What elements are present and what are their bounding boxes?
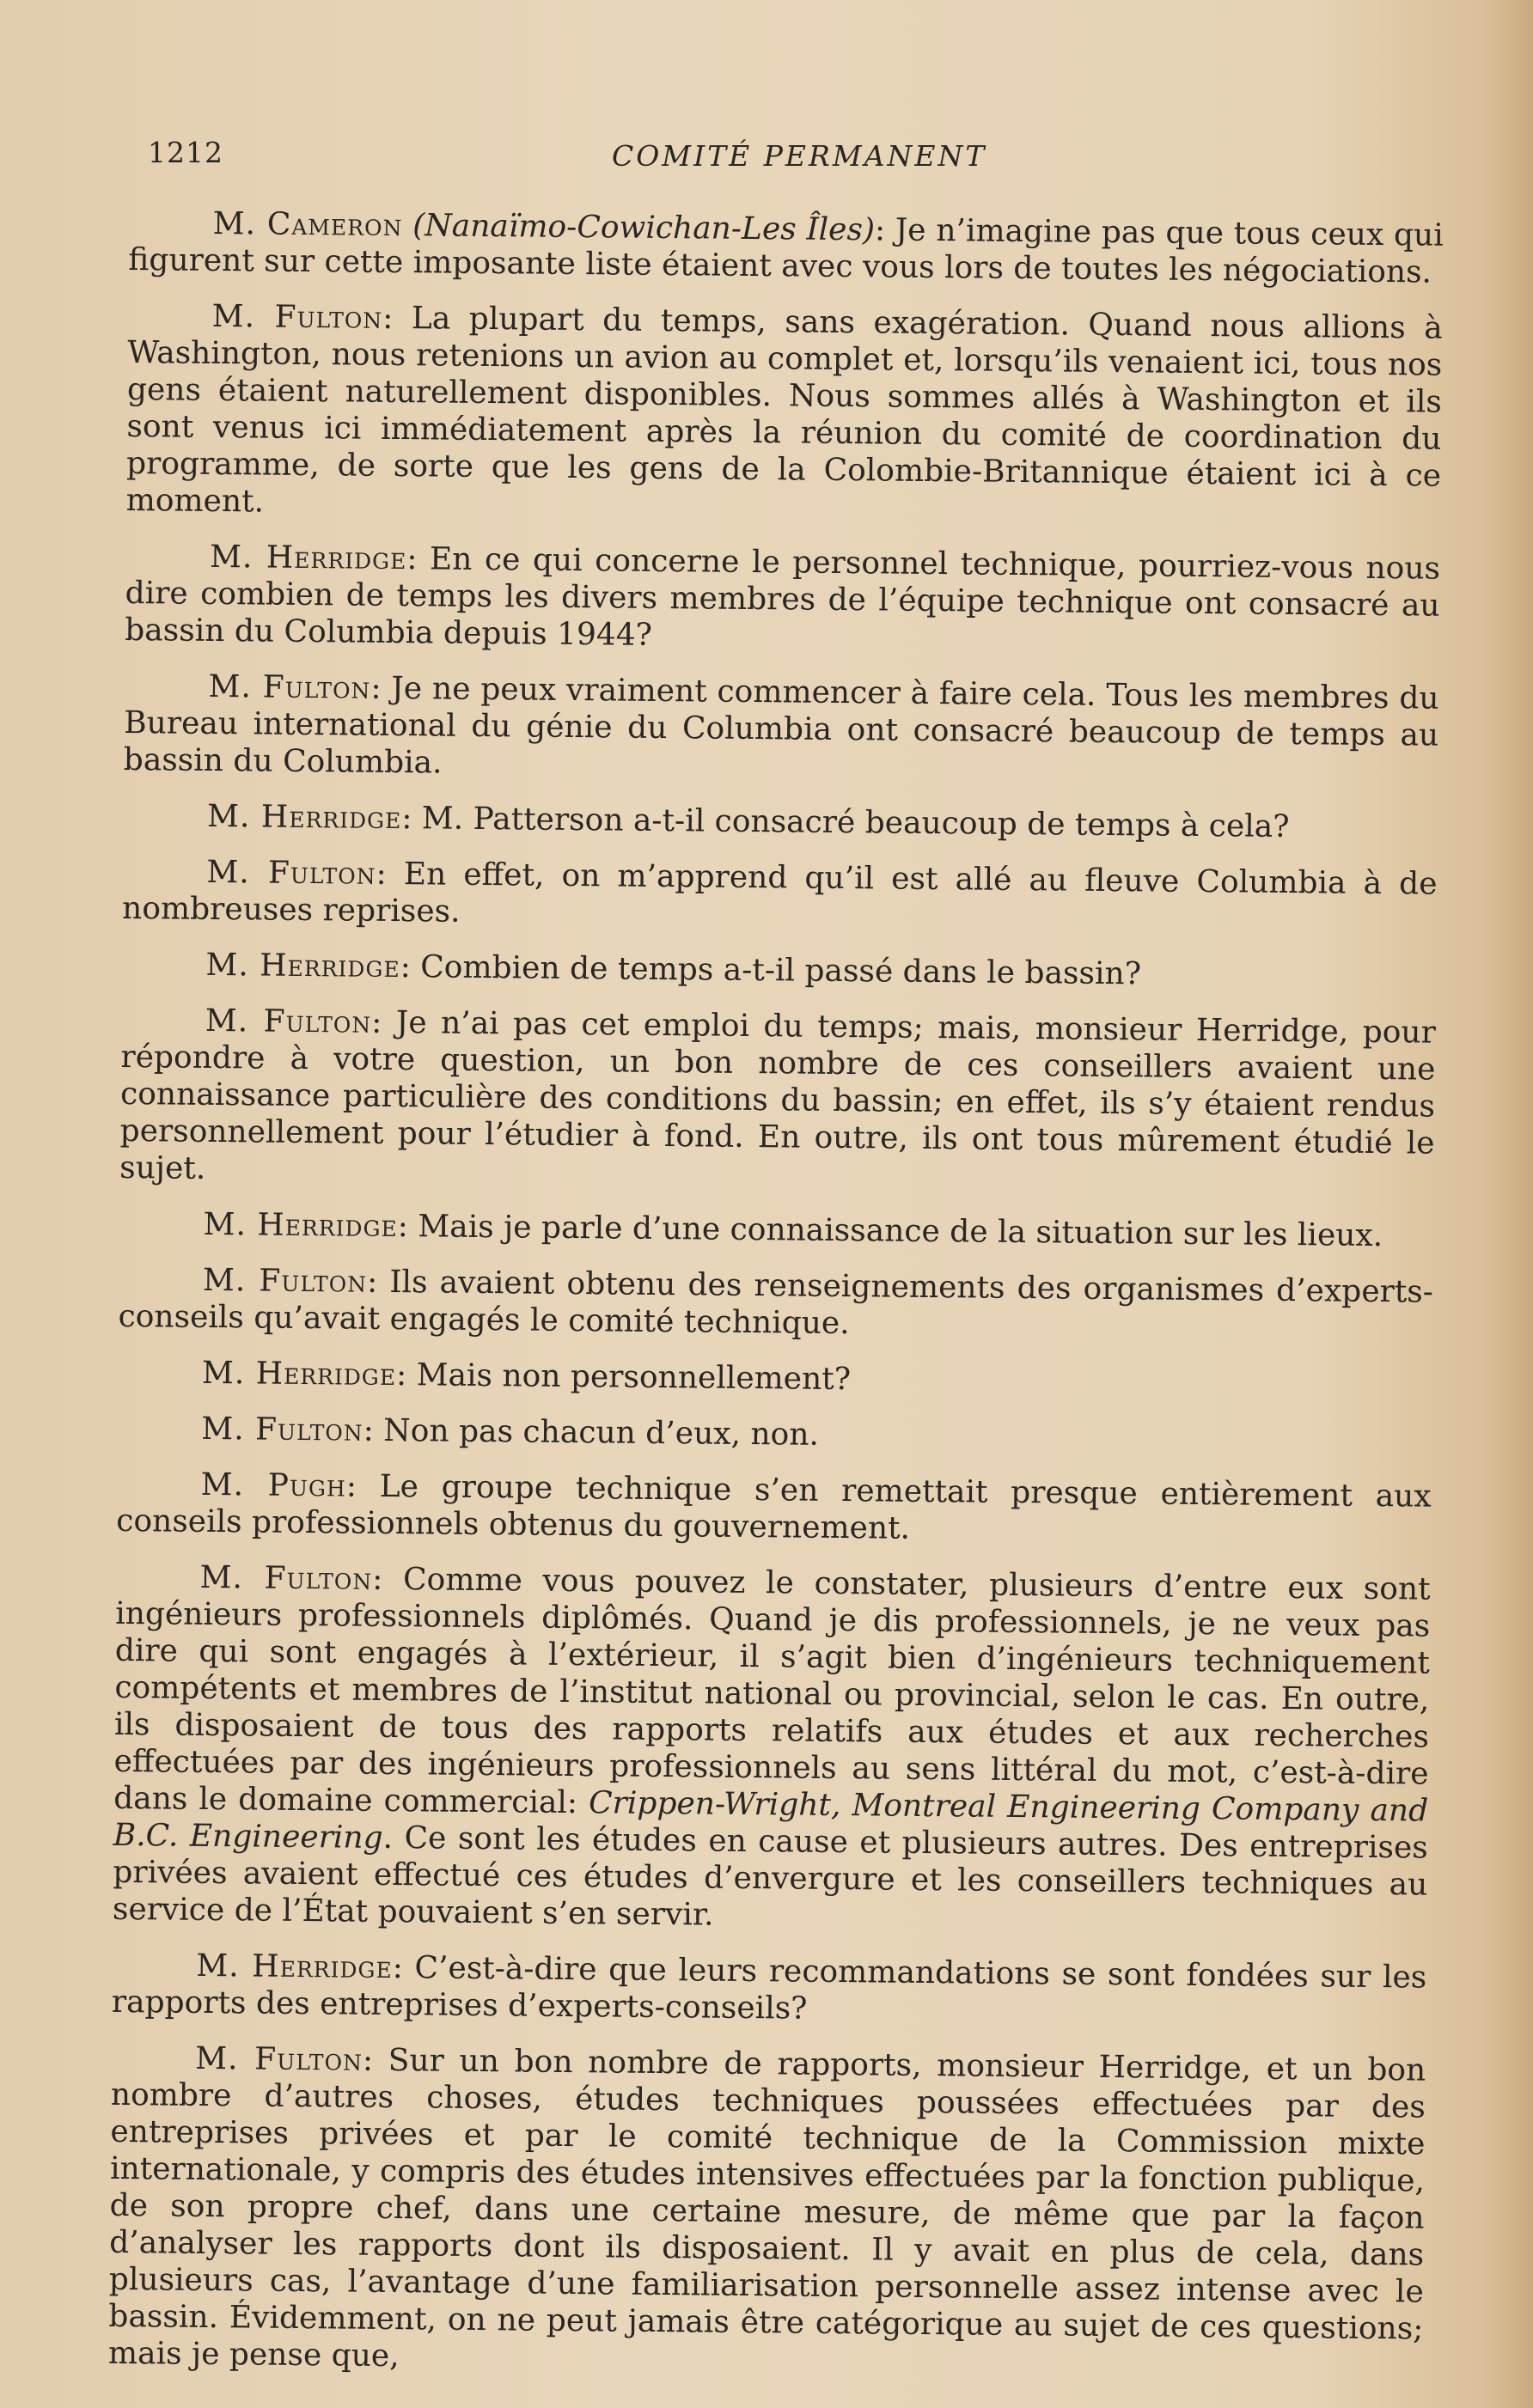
page-number: 1212 — [148, 136, 223, 169]
paragraph-text: : Mais je parle d’une connaissance de la situation sur les lieux. — [397, 1209, 1383, 1254]
paragraph-text: : Ils avaient obtenu des renseignements des organismes d’experts-conseils qu’avait engagés le comité technique. — [118, 1264, 1434, 1342]
paragraph-text: : Je n’imagine pas que tous ceux qui figurent sur cette imposante liste étaient avec vous lors de toutes les négociations. — [128, 212, 1444, 290]
paragraph-text: : C’est-à-dire que leurs recommandations se sont fondées sur les rapports des entreprises d’experts-conseils? — [111, 1950, 1427, 2027]
paragraph — [125, 538, 1440, 661]
paragraph — [123, 797, 1438, 847]
paragraph — [125, 297, 1442, 532]
paragraph — [112, 1947, 1427, 2033]
paragraph — [116, 1466, 1432, 1552]
paragraph — [118, 1354, 1432, 1404]
paragraph-text: : Le groupe technique s’en remettait presque entièrement aux conseils professionnels obtenus du gouvernement. — [116, 1468, 1432, 1546]
paragraph-text: : Non pas chacun d’eux, non. — [363, 1412, 820, 1453]
speaker-name: M. Herridge — [201, 1355, 397, 1393]
paragraph — [119, 1205, 1433, 1255]
paragraph-text: : En effet, on m’apprend qu’il est allé au fleuve Columbia à de nombreuses reprises. — [121, 856, 1438, 930]
speaker-name: M. Fulton — [202, 1262, 368, 1300]
running-title: COMITÉ PERMANENT — [612, 139, 987, 173]
paragraph — [118, 1261, 1433, 1348]
speaker-name: M. Fulton — [199, 1559, 373, 1597]
page-header — [148, 136, 1437, 179]
speaker-name: M. Fulton — [206, 854, 376, 892]
company-names-italic: Crippen-Wright, Montreal Engineering Company and B.C. Engineering — [113, 1785, 1429, 1856]
speaker-riding: (Nanaïmo-Cowichan-Les Îles) — [412, 208, 876, 248]
paragraph-text: : Combien de temps a-t-il passé dans le bassin? — [400, 949, 1142, 992]
paragraph — [117, 1410, 1432, 1460]
speaker-name: M. Herridge — [209, 539, 407, 577]
paragraph — [108, 2039, 1426, 2385]
paragraph-text: : La plupart du temps, sans exagération. Quand nous allions à Washington, nous retenions un avion au complet et, lorsqu’ils venaient ici, tous nos gens étaient naturellement disponibles. Nous sommes allés à Washington et ils sont venus ici immédiatement après la réunion du comité de coordination du programme, de sorte que les gens de la Colombie-Britannique étaient ici à ce moment. — [125, 300, 1443, 520]
paragraph — [122, 853, 1438, 940]
paragraph-text-after: . Ce sont les études en cause et plusieurs autres. Des entreprises privées avaient effectué ces études d’envergure et les conseillers techniques au service de l’État pouvaient s’en servir. — [112, 1820, 1428, 1933]
speaker-name: M. Fulton — [195, 2040, 363, 2078]
paragraph — [128, 204, 1444, 291]
paragraph — [121, 946, 1436, 996]
transcript-body — [108, 204, 1444, 2404]
paragraph — [124, 668, 1439, 791]
speaker-name: M. Cameron — [212, 205, 403, 244]
paragraph — [113, 1558, 1431, 1941]
speaker-name: M. Herridge — [206, 798, 402, 837]
speaker-name: M. Herridge — [196, 1948, 393, 1986]
paragraph-text: : Comme vous pouvez le constater, plusieurs d’entre eux sont ingénieurs professionnels diplômés. Quand je dis professionnels, je ne veux pas dire qui sont engagés à l’extérieur, il s’agit bien d’ingénieurs techniquement compétents et membres de l’institut national ou provincial, selon le cas. En outre, ils disposaient de tous des rapports relatifs aux études et aux recherches effectuées par des ingénieurs professionnels au sens littéral du mot, c’est-à-dire dans le domaine commercial: — [113, 1561, 1431, 1821]
speaker-name: M. Fulton — [208, 668, 371, 706]
speaker-name: M. Herridge — [205, 947, 400, 985]
speaker-name: M. Fulton — [205, 1003, 372, 1040]
paragraph — [119, 1002, 1436, 1199]
paragraph-text: : Mais non personnellement? — [395, 1357, 852, 1398]
paragraph-text: : Je ne peux vraiment commencer à faire cela. Tous les membres du Bureau international du génie du Columbia ont consacré beaucoup de temps au bassin du Columbia. — [123, 670, 1439, 781]
paragraph-text: : Je n’ai pas cet emploi du temps; mais, monsieur Herridge, pour répondre à votre question, un bon nombre de ces conseillers avaient une connaissance particulière des conditions du bassin; en effet, ils s’y étaient rendus personnellement pour l’étudier à fond. En outre, ils ont tous mûrement étudié le sujet. — [119, 1004, 1437, 1186]
speaker-name: M. Pugh — [200, 1466, 347, 1504]
speaker-name: M. Herridge — [203, 1206, 398, 1245]
paragraph-text: : Sur un bon nombre de rapports, monsieur Herridge, et un bon nombre d’autres choses, études techniques poussées effectuées par des entreprises privées et par le comité technique de la Commission mixte internationale, y compris des études intensives effectuées par la fonction publique, de son propre chef, dans une certaine mesure, de même que par la façon d’analyser les rapports dont ils disposaient. Il y avait en plus de cela, dans plusieurs cas, l’avantage d’une familiarisation personnelle assez intense avec le bassin. Évidemment, on ne peut jamais être catégorique au sujet de ces questions; mais je pense que, — [107, 2042, 1426, 2374]
speaker-name: M. Fulton — [201, 1411, 363, 1448]
paragraph-text: : M. Patterson a-t-il consacré beaucoup de temps à cela? — [401, 801, 1290, 844]
speaker-name: M. Fulton — [211, 298, 383, 336]
paragraph-text: : En ce qui concerne le personnel technique, pourriez-vous nous dire combien de temps les divers membres de l’équipe technique ont consacré au bassin du Columbia depuis 1944? — [125, 541, 1441, 653]
